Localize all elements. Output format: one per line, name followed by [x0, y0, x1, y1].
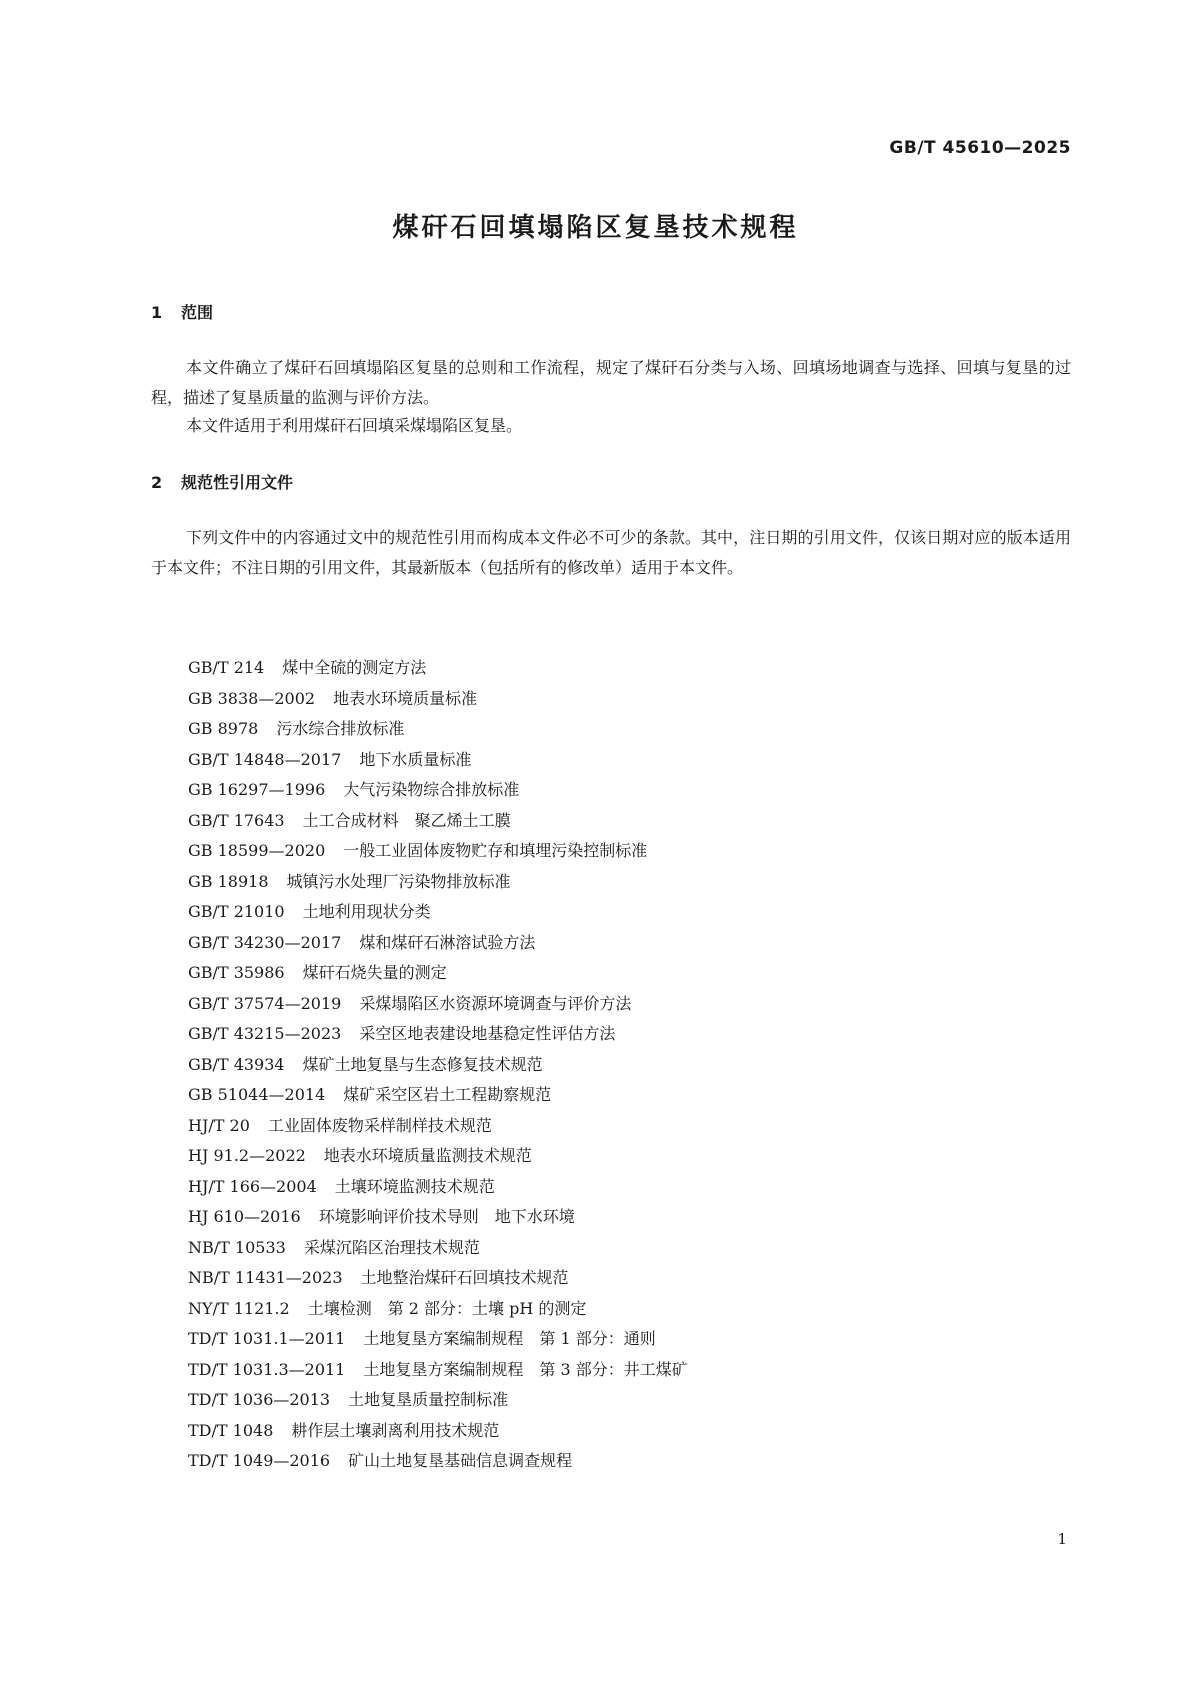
reference-code: HJ/T 20: [188, 1115, 250, 1135]
reference-item: [188, 1294, 688, 1325]
reference-code: GB 3838—2002: [188, 688, 316, 708]
reference-item: [188, 1050, 688, 1081]
reference-title: 煤矸石烧失量的测定: [302, 963, 447, 982]
reference-code: GB/T 34230—2017: [188, 932, 342, 952]
reference-code: TD/T 1031.3—2011: [188, 1359, 346, 1379]
applicability-paragraph: 本文件适用于利用煤矸石回填采煤塌陷区复垦。: [186, 416, 523, 435]
reference-title: 土地复垦方案编制规程 第 1 部分：通则: [363, 1329, 656, 1348]
reference-item: [188, 958, 688, 989]
reference-title: 耕作层土壤剥离利用技术规范: [291, 1420, 500, 1440]
reference-code: HJ/T 166—2004: [188, 1176, 317, 1196]
reference-code: TD/T 1048: [188, 1420, 274, 1440]
reference-code: GB/T 17643: [188, 810, 285, 830]
reference-code: GB/T 43934: [188, 1054, 285, 1074]
reference-item: [188, 1355, 688, 1386]
reference-title: 工业固体废物采样制样技术规范: [267, 1115, 492, 1135]
reference-code: GB 16297—1996: [188, 780, 326, 799]
reference-item: [188, 1111, 688, 1142]
reference-title: 地下水质量标准: [359, 749, 472, 769]
standard-code: GB/T 45610—2025: [889, 138, 1071, 158]
reference-title: 地表水环境质量监测技术规范: [323, 1146, 532, 1165]
reference-code: GB/T 214: [188, 658, 265, 677]
reference-item: [188, 867, 688, 898]
reference-title: 土地复垦质量控制标准: [348, 1390, 509, 1409]
reference-title: 土地复垦方案编制规程 第 3 部分：井工煤矿: [363, 1359, 688, 1379]
reference-title: 采空区地表建设地基稳定性评估方法: [359, 1024, 616, 1043]
reference-code: GB/T 35986: [188, 963, 285, 982]
reference-item: [188, 653, 688, 684]
reference-code: GB/T 43215—2023: [188, 1024, 342, 1043]
reference-title: 环境影响评价技术导则 地下水环境: [318, 1207, 575, 1226]
section-1-number: 1: [151, 303, 163, 322]
reference-code: TD/T 1031.1—2011: [188, 1329, 346, 1348]
reference-item: [188, 1385, 688, 1416]
reference-title: 土地利用现状分类: [302, 902, 431, 921]
normative-references-intro: 下列文件中的内容通过文中的规范性引用而构成本文件必不可少的条款。其中，注日期的引用文件，仅该日期对应的版本适用于本文件；不注日期的引用文件，其最新版本（包括所有的修改单）适用于本文件。: [151, 528, 1071, 577]
reference-title: 土壤检测 第 2 部分：土壤 pH 的测定: [307, 1298, 587, 1318]
reference-code: GB/T 21010: [188, 902, 285, 921]
reference-title: 煤矿土地复垦与生态修复技术规范: [302, 1054, 543, 1074]
reference-item: [188, 1446, 688, 1477]
reference-code: TD/T 1036—2013: [188, 1390, 331, 1409]
section-2-title: 规范性引用文件: [181, 473, 294, 492]
section-1-heading: [151, 300, 213, 323]
reference-title: 土地整治煤矸石回填技术规范: [360, 1268, 569, 1287]
reference-title: 煤和煤矸石淋溶试验方法: [359, 932, 536, 952]
reference-list: [188, 653, 688, 1477]
reference-item: [188, 1172, 688, 1203]
reference-item: [188, 1416, 688, 1447]
reference-item: [188, 897, 688, 928]
reference-title: 城镇污水处理厂污染物排放标准: [286, 871, 511, 891]
reference-title: 采煤塌陷区水资源环境调查与评价方法: [359, 993, 632, 1013]
reference-code: GB/T 14848—2017: [188, 749, 342, 769]
reference-item: [188, 1080, 688, 1111]
reference-item: [188, 1324, 688, 1355]
document-title: 煤矸石回填塌陷区复垦技术规程: [392, 213, 799, 243]
reference-code: HJ 610—2016: [188, 1207, 301, 1226]
reference-code: GB 8978: [188, 719, 259, 738]
reference-code: NB/T 11431—2023: [188, 1268, 343, 1287]
reference-item: [188, 745, 688, 776]
reference-title: 一般工业固体废物贮存和填埋污染控制标准: [343, 841, 648, 860]
reference-title: 地表水环境质量标准: [333, 688, 478, 708]
page-number: 1: [1057, 1530, 1067, 1548]
reference-item: [188, 1202, 688, 1233]
reference-code: HJ 91.2—2022: [188, 1146, 306, 1165]
reference-code: GB 18918: [188, 871, 269, 891]
reference-code: GB/T 37574—2019: [188, 993, 342, 1013]
reference-item: [188, 1019, 688, 1050]
section-1-title: 范围: [181, 303, 214, 322]
reference-title: 土壤环境监测技术规范: [334, 1176, 495, 1196]
section-2-number: 2: [151, 473, 163, 492]
reference-title: 煤中全硫的测定方法: [282, 658, 427, 677]
reference-item: [188, 1263, 688, 1294]
reference-code: TD/T 1049—2016: [188, 1451, 331, 1470]
reference-code: NB/T 10533: [188, 1237, 286, 1257]
section-2-heading: [151, 470, 293, 493]
reference-item: [188, 775, 688, 806]
reference-item: [188, 684, 688, 715]
reference-item: [188, 806, 688, 837]
scope-paragraph: 本文件确立了煤矸石回填塌陷区复垦的总则和工作流程，规定了煤矸石分类与入场、回填场地调查与选择、回填与复垦的过程，描述了复垦质量的监测与评价方法。: [151, 358, 1071, 407]
reference-title: 大气污染物综合排放标准: [343, 780, 520, 799]
reference-code: NY/T 1121.2: [188, 1298, 290, 1318]
reference-title: 土工合成材料 聚乙烯土工膜: [302, 810, 511, 830]
reference-item: [188, 714, 688, 745]
reference-code: GB 18599—2020: [188, 841, 326, 860]
reference-item: [188, 1141, 688, 1172]
reference-title: 污水综合排放标准: [276, 719, 405, 738]
reference-title: 煤矿采空区岩土工程勘察规范: [343, 1085, 552, 1104]
reference-item: [188, 928, 688, 959]
reference-item: [188, 836, 688, 867]
reference-title: 采煤沉陷区治理技术规范: [303, 1237, 480, 1257]
reference-item: [188, 1233, 688, 1264]
reference-code: GB 51044—2014: [188, 1085, 326, 1104]
reference-item: [188, 989, 688, 1020]
reference-title: 矿山土地复垦基础信息调查规程: [348, 1451, 573, 1470]
